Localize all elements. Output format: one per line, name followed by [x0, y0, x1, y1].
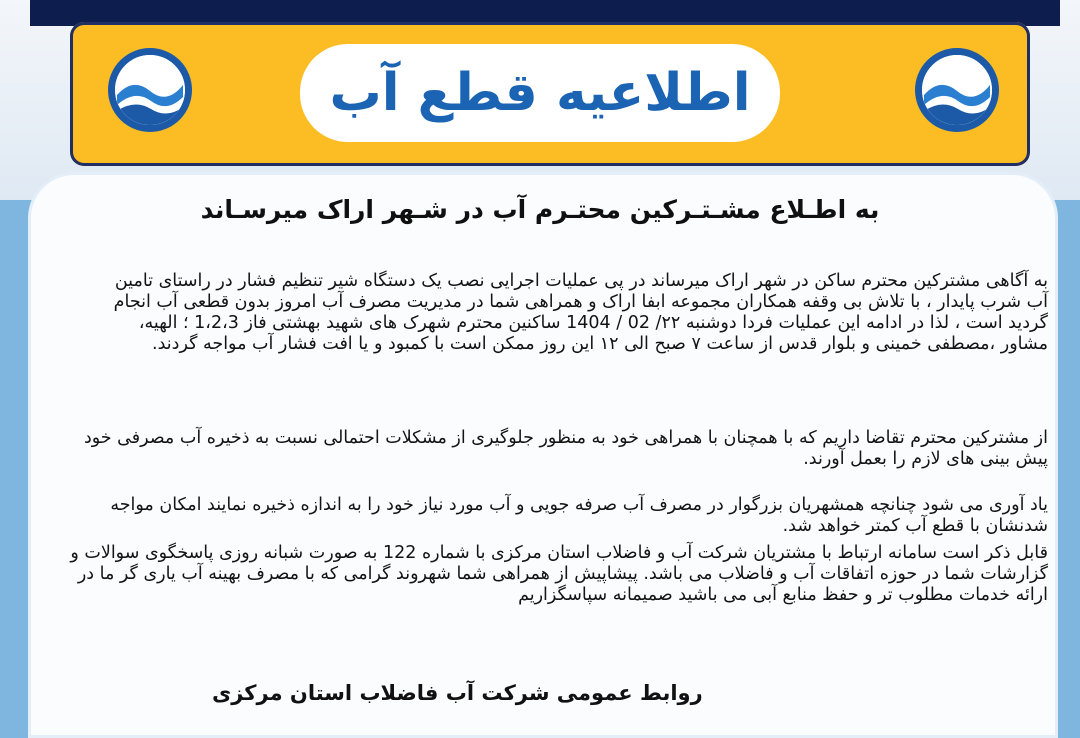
water-company-logo-icon — [915, 48, 999, 132]
notice-subheading: به اطـلاع مشـتـرکین محتـرم آب در شـهر اراک میرسـاند — [200, 195, 880, 224]
footer-signature: روابط عمومی شرکت آب فاضلاب استان مرکزی — [212, 681, 703, 705]
page-title: اطلاعیه قطع آب — [329, 63, 751, 123]
notice-paragraph-1: به آگاهی مشترکین محترم ساکن در شهر اراک میرساند در پی عملیات اجرایی نصب یک دستگاه شیر تنظیم فشار در راستای تامین آب شرب پایدار ، با تلاش بی وقفه همکاران مجموعه ابفا اراک و همراهی شما در مدیریت مصرف آب امروز بدون قطعی آب انجام گردید است ، لذا در ادامه این عملیات فردا دوشنبه ۲۲/ 02 / 1404 ساکنین محترم شهرک های شهید بهشتی فاز 1،2،3 ؛ الهیه، مشاور ،مصطفی خمینی و بلوار قدس از ساعت ۷ صبح الی ۱۲ این روز ممکن است با کمبود و یا افت فشار آب مواجه گردند. — [113, 271, 1048, 354]
notice-paragraph-2: از مشترکین محترم تقاضا داریم که با همچنان با همراهی خود به منظور جلوگیری از مشکلات احتمالی نسبت به ذخیره آب مصرفی خود پیش بینی های لازم را بعمل آورند. — [83, 428, 1048, 469]
notice-paragraph-4: قابل ذکر است سامانه ارتباط با مشتریان شرکت آب و فاضلاب استان مرکزی با شماره 122 به صورت شبانه روزی پاسخگوی سوالات و گزارشات شما در حوزه اتفاقات آب و فاضلاب می باشد. پیشاپیش از همراهی شما شهروند گرامی که با مصرف بهینه آب یاری گر ما در ارائه خدمات مطلوب تر و حفظ منابع آبی می باشید صمیمانه سپاسگزاریم — [70, 543, 1048, 605]
title-pill — [300, 44, 780, 142]
notice-paragraph-3: یاد آوری می شود چنانچه همشهریان بزرگوار در مصرف آب صرفه جویی و آب مورد نیاز خود را به اندازه ذخیره نمایند امکان مواجه شدنشان با قطع آب کمتر خواهد شد. — [110, 495, 1048, 536]
water-company-logo-icon — [108, 48, 192, 132]
